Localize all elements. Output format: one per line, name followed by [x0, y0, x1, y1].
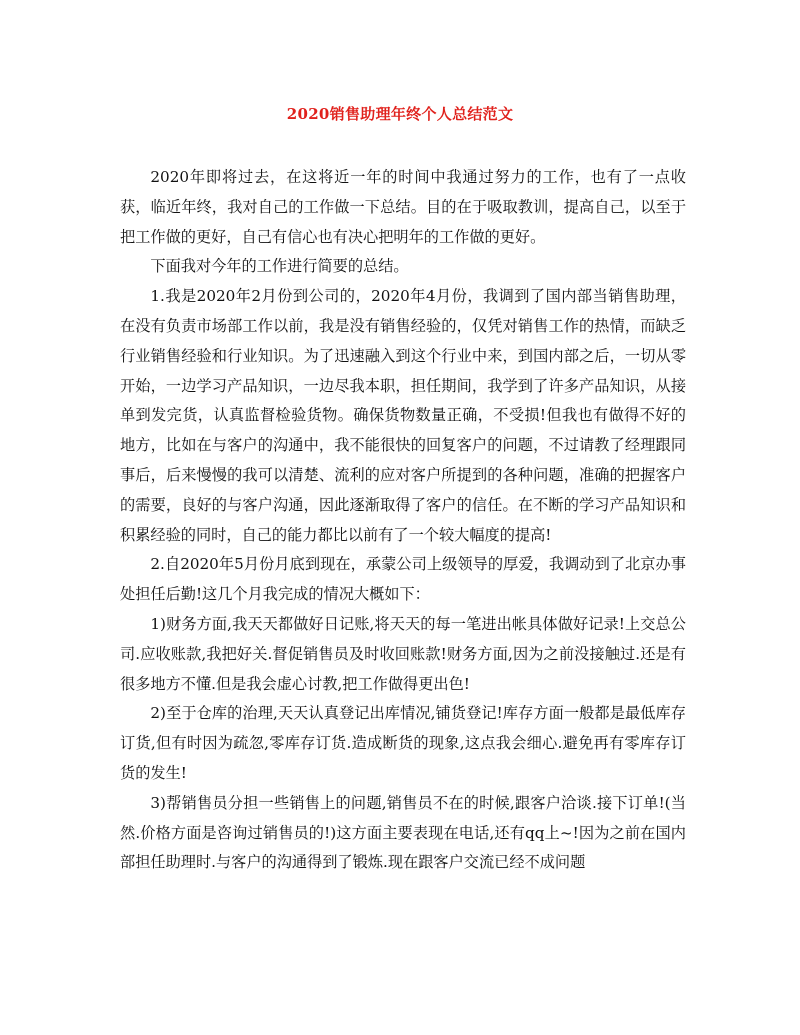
document-title: 2020销售助理年终个人总结范文: [286, 105, 514, 123]
document-body: [120, 163, 686, 878]
paragraph-item-2: 2.自2020年5月份月底到现在，承蒙公司上级领导的厚爱，我调动到了北京办事处担任后勤!这几个月我完成的情况大概如下：: [120, 555, 686, 604]
paragraph-sales-support: 3)帮销售员分担一些销售上的问题,销售员不在的时候,跟客户洽谈.接下订单!(当然.价格方面是咨询过销售员的!)这方面主要表现在电话,还有qq上~!因为之前在国内部担任助理时.与客户的沟通得到了锻炼.现在跟客户交流已经不成问题: [120, 793, 686, 872]
paragraph-item-1: 1.我是2020年2月份到公司的，2020年4月份，我调到了国内部当销售助理，在没有负责市场部工作以前，我是没有销售经验的，仅凭对销售工作的热情，而缺乏行业销售经验和行业知识。为了迅速融入到这个行业中来，到国内部之后，一切从零开始，一边学习产品知识，一边尽我本职，担任期间，我学到了许多产品知识，从接单到发完货，认真监督检验货物。确保货物数量正确，不受损!但我也有做得不好的地方，比如在与客户的沟通中，我不能很快的回复客户的问题，不过请教了经理跟同事后，后来慢慢的我可以清楚、流利的应对客户所提到的各种问题，准确的把握客户的需要，良好的与客户沟通，因此逐渐取得了客户的信任。在不断的学习产品知识和积累经验的同时，自己的能力都比以前有了一个较大幅度的提高!: [120, 287, 686, 544]
paragraph-warehouse: 2)至于仓库的治理,天天认真登记出库情况,铺货登记!库存方面一般都是最低库存订货,但有时因为疏忽,零库存订货.造成断货的现象,这点我会细心.避免再有零库存订货的发生!: [120, 704, 686, 782]
paragraph-summary-lead: 下面我对今年的工作进行简要的总结。: [150, 257, 409, 276]
paragraph-intro: 2020年即将过去，在这将近一年的时间中我通过努力的工作，也有了一点收获，临近年终，我对自己的工作做一下总结。目的在于吸取教训，提高自己，以至于把工作做的更好，自己有信心也有决心把明年的工作做的更好。: [120, 168, 686, 246]
paragraph-finance: 1)财务方面,我天天都做好日记账,将天天的每一笔进出帐具体做好记录!上交总公司.应收账款,我把好关.督促销售员及时收回账款!财务方面,因为之前没接触过.还是有很多地方不懂.但是我会虚心讨教,把工作做得更出色!: [120, 614, 686, 693]
